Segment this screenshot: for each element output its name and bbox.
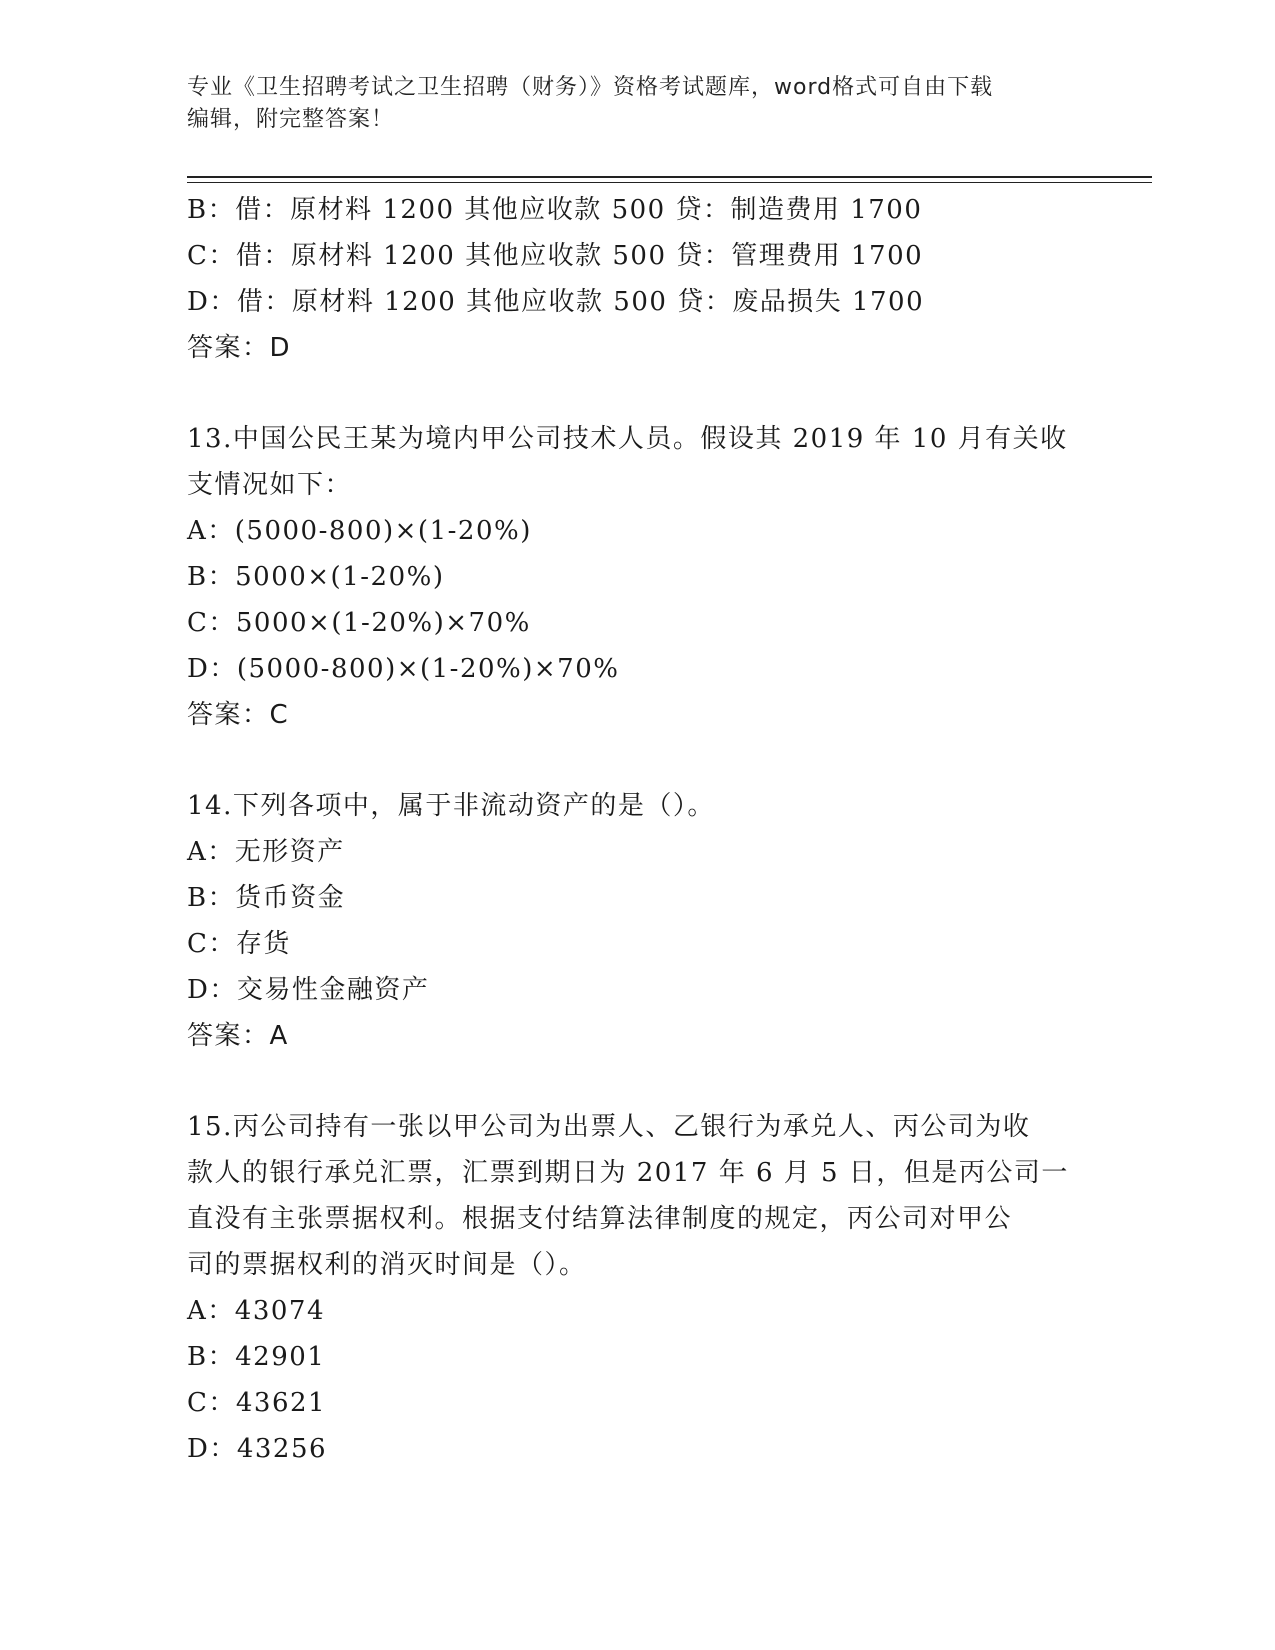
q14-option-d: D：交易性金融资产 — [187, 975, 430, 1005]
q15-stem-line-1: 15.丙公司持有一张以甲公司为出票人、乙银行为承兑人、丙公司为收 — [187, 1112, 1031, 1142]
question-content — [187, 187, 1087, 1472]
q13-stem-line-1: 13.中国公民王某为境内甲公司技术人员。假设其 2019 年 10 月有关收 — [187, 424, 1068, 454]
q12-option-c: C：借：原材料 1200 其他应收款 500 贷：管理费用 1700 — [187, 241, 924, 271]
q13-option-a: A：(5000-800)×(1-20%) — [187, 516, 532, 546]
q12-answer: 答案：D — [187, 333, 292, 363]
q14-stem-line-1: 14.下列各项中，属于非流动资产的是（）。 — [187, 791, 715, 821]
q14-option-c: C：存货 — [187, 929, 291, 959]
spacer — [187, 738, 1087, 783]
question-13 — [187, 416, 1087, 738]
header-line-1: 专业《卫生招聘考试之卫生招聘（财务）》资格考试题库，word格式可自由下载 — [187, 75, 994, 100]
header-rule-thick — [187, 176, 1152, 178]
q14-option-a: A：无形资产 — [187, 837, 345, 867]
q14-answer: 答案：A — [187, 1021, 289, 1051]
document-header — [187, 72, 1087, 136]
q15-stem-line-4: 司的票据权利的消灭时间是（）。 — [187, 1250, 587, 1280]
q15-stem-line-2: 款人的银行承兑汇票，汇票到期日为 2017 年 6 月 5 日，但是丙公司一 — [187, 1158, 1069, 1188]
question-12 — [187, 187, 1087, 371]
q14-option-b: B：货币资金 — [187, 883, 346, 913]
header-line-2: 编辑，附完整答案！ — [187, 107, 395, 132]
q15-stem-line-3: 直没有主张票据权利。根据支付结算法律制度的规定，丙公司对甲公 — [187, 1204, 1013, 1234]
q13-option-d: D：(5000-800)×(1-20%)×70% — [187, 654, 620, 684]
question-14 — [187, 783, 1087, 1059]
q15-option-c: C：43621 — [187, 1388, 327, 1418]
q13-answer: 答案：C — [187, 700, 290, 730]
spacer — [187, 371, 1087, 416]
q13-stem-line-2: 支情况如下： — [187, 470, 353, 500]
spacer — [187, 1059, 1087, 1104]
header-rule-thin — [187, 182, 1152, 183]
q13-option-c: C：5000×(1-20%)×70% — [187, 608, 531, 638]
q12-option-b: B：借：原材料 1200 其他应收款 500 贷：制造费用 1700 — [187, 195, 923, 225]
q15-option-b: B：42901 — [187, 1342, 326, 1372]
q13-option-b: B：5000×(1-20%) — [187, 562, 445, 592]
q15-option-a: A：43074 — [187, 1296, 325, 1326]
q12-option-d: D：借：原材料 1200 其他应收款 500 贷：废品损失 1700 — [187, 287, 925, 317]
question-15 — [187, 1104, 1087, 1472]
q15-option-d: D：43256 — [187, 1434, 328, 1464]
